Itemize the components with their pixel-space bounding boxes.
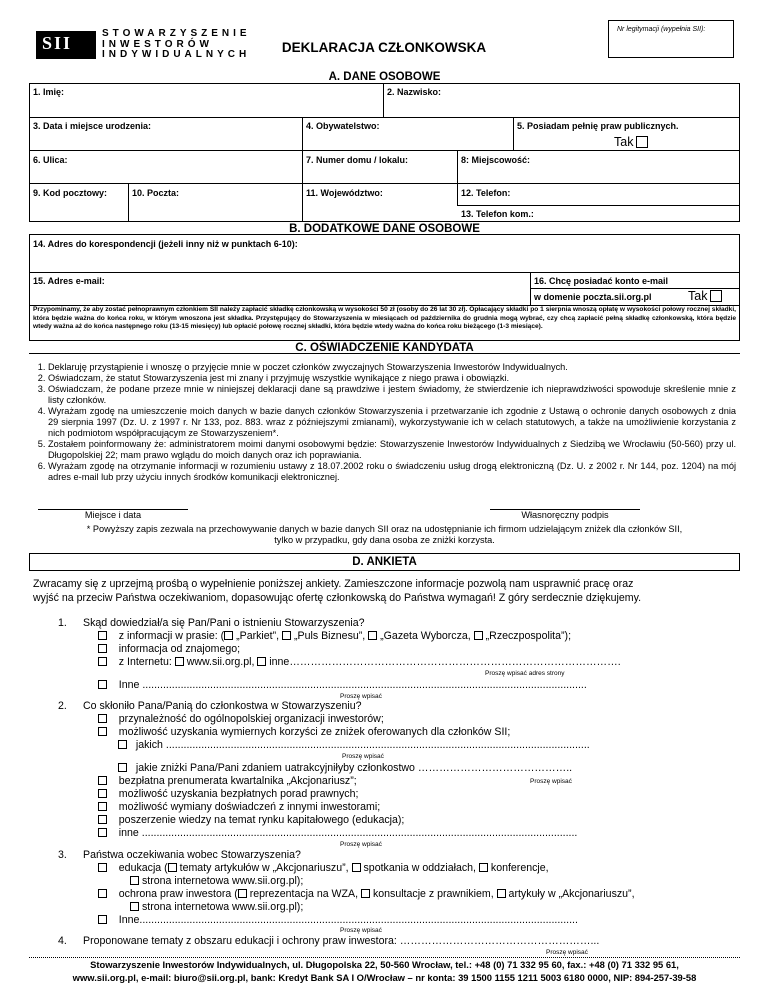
checkbox-icon[interactable] [368,631,377,640]
org-name-line: INWESTORÓW [102,38,213,50]
email-account-label: 16. Chcę posiadać konto e-mail [534,276,669,286]
option-label: inne…………………………………………………………………………………. [269,656,621,668]
checkbox-icon[interactable] [98,727,107,736]
checkbox-icon[interactable] [98,815,107,824]
option-label: jakich ................................................................................................................................................ [135,739,590,751]
checkbox-icon[interactable] [224,631,233,640]
divider [302,150,303,183]
last-name-field[interactable]: 2. Nazwisko: [387,87,442,97]
divider [302,183,303,221]
footer [29,959,740,984]
q2-option[interactable] [98,775,357,789]
q1-press[interactable] [98,630,571,644]
question-1-number: 1. [58,617,67,629]
option-label: możliwość wymiany doświadczeń z innymi inwestorami; [118,801,381,813]
option-label: możliwość uzyskania wymiernych korzyści ze zniżek oferowanych dla członków SII; [118,726,511,738]
option-label: „Puls Biznesu”, [294,630,366,642]
question-1: Skąd dowiedział/a się Pan/Pani o istnieniu Stowarzyszenia? [83,617,365,629]
checkbox-icon[interactable] [130,902,139,911]
membership-number-label: Nr legitymacji (wypełnia SII): [617,26,706,33]
checkbox-icon[interactable] [175,657,184,666]
option-label: edukacja ( [118,862,168,874]
section-b-title: B. DODATKOWE DANE OSOBOWE [29,221,740,235]
section-a-title: A. DANE OSOBOWE [29,70,740,84]
survey-intro [33,578,738,605]
hint: Proszę wpisać adres strony [485,670,565,677]
checkbox-icon[interactable] [118,740,127,749]
checkbox-icon[interactable] [98,631,107,640]
divider [128,183,129,221]
declaration-item: 4. Wyrażam zgodę na umieszczenie moich danych w bazie danych członków Stowarzyszenia i przetwarzanie ich zgodnie z Ustawą o ochronie danych osobowych z dnia 29 sierpnia 1997 (Dz. U. z 1997 r. Nr 133, poz. 883. wraz z późniejszymi zmianami), wykorzystywanie ich w celach statutowych, a także na umożliwienie korzystania z nich podmiotom współpracującym ze Stowarzyszeniem*. [48,406,736,439]
q1-friend[interactable] [98,643,240,657]
question-2: Co skłoniło Pana/Panią do członkostwa w Stowarzyszeniu? [83,700,362,712]
public-rights-label: 5. Posiadam pełnię praw publicznych. [517,121,679,131]
option-label: z Internetu: [118,656,172,668]
option-label: strona internetowa www.sii.org.pl); [141,875,304,887]
option-label: inne .................................................................................................................................................... [118,827,578,839]
q2-option[interactable] [98,801,380,815]
option-label: „Parkiet”, [236,630,280,642]
hint: Proszę wpisać [340,693,382,700]
checkbox-icon[interactable] [98,680,107,689]
option-label: Inne ....................................................................................................................................................... [118,679,587,691]
footer-line: Stowarzyszenie Inwestorów Indywidualnych, ul. Długopolska 22, 50-560 Wrocław, tel.: +48 (0) 71 332 95 60, fax.: +48 (0) 71 332 95 61, [90,959,679,970]
divider [29,272,740,273]
first-name-field[interactable]: 1. Imię: [33,87,65,97]
q2-option[interactable] [98,726,510,740]
checkbox-icon[interactable] [98,915,107,924]
hint: Proszę wpisać [340,927,382,934]
street-field[interactable]: 6. Ulica: [33,155,68,165]
page-title: DEKLARACJA CZŁONKOWSKA [281,40,487,55]
question-4-number: 4. [58,935,67,947]
mobile-phone-field[interactable]: 13. Telefon kom.: [461,209,534,219]
option-label: „Gazeta Wyborcza, [380,630,471,642]
q2-option[interactable] [98,788,358,802]
hint: Proszę wpisać [342,753,384,760]
divider [457,150,458,205]
q2-option[interactable] [98,713,384,727]
email-field[interactable]: 15. Adres e-mail: [33,276,105,286]
section-d-title: D. ANKIETA [29,553,740,571]
checkbox-icon[interactable] [98,863,107,872]
checkbox-icon[interactable] [257,657,266,666]
option-label: możliwość uzyskania bezpłatnych porad prawnych; [118,788,359,800]
option-label: informacja od znajomego; [118,643,241,655]
q3-protection-web[interactable] [130,901,303,915]
divider [513,117,514,150]
option-label: jakie zniżki Pana/Pani zdaniem uatrakcyjniłyby członkostwo …………………………………….. [135,762,573,774]
option-label: z informacji w prasie: ( [118,630,225,642]
declaration-item: 5. Zostałem poinformowany że: administratorem moimi danymi osobowymi będzie: Stowarzyszenie Inwestorów Indywidualnych z Siedzibą we Wrocławiu (50-560) przy ul. Długopolskiej 22; mam prawo wglądu do moich danych oraz ich poprawiania. [48,439,736,461]
checkbox-icon[interactable] [361,889,370,898]
hint: Proszę wpisać [546,949,588,956]
city-field[interactable]: 8: Miejscowość: [461,155,531,165]
q2-option[interactable] [98,814,404,828]
q2-which[interactable] [118,739,590,753]
checkbox-icon[interactable] [282,631,291,640]
birth-date-place-field[interactable]: 3. Data i miejsce urodzenia: [33,121,152,131]
q3-other[interactable] [98,914,578,928]
checkbox-icon[interactable] [98,657,107,666]
q1-internet[interactable] [98,656,621,670]
hint: Proszę wpisać [340,841,382,848]
checkbox-icon[interactable] [98,644,107,653]
place-date-label: Miejsce i data [84,510,142,520]
checkbox-icon[interactable] [98,889,107,898]
option-label: przynależność do ogólnopolskiej organizacji inwestorów; [118,713,384,725]
option-label: „Rzeczpospolita”); [485,630,572,642]
q3-education-web[interactable] [130,875,303,889]
option-label: tematy artykułów w „Akcjonariuszu”, [179,862,349,874]
divider [383,84,384,117]
footnote-line: * Powyższy zapis zezwala na przechowywanie danych w bazie danych SII oraz na udostępnianie ich firmom udzielającym zniżek dla członków SII, [86,524,683,534]
signature-label: Własnoręczny podpis [521,510,609,520]
checkbox-icon[interactable] [98,828,107,837]
divider [29,150,740,151]
footnote-line: tylko w przypadku, gdy dana osoba ze zniżki korzysta. [274,535,495,545]
option-label: spotkania w oddziałach, [363,862,476,874]
consent-footnote [29,524,740,546]
checkbox-icon[interactable] [497,889,506,898]
correspondence-address-field[interactable]: 14. Adres do korespondencji (jeżeli inny niż w punktach 6-10): [33,239,298,249]
intro-line: wyjść na przeciw Państwa oczekiwaniom, dopasowując ofertę członkowską do Państwa wymagań! Z góry serdecznie dziękujemy. [33,591,642,604]
membership-number-box[interactable] [608,20,734,58]
logo-mark-text: SII [42,33,73,53]
checkbox-icon[interactable] [479,863,488,872]
checkbox-icon[interactable] [710,290,722,302]
email-account-yes[interactable] [688,289,722,303]
q1-other[interactable] [98,679,587,693]
section-c-title: C. OŚWIADCZENIE KANDYDATA [29,340,740,354]
checkbox-icon[interactable] [98,789,107,798]
option-label: konferencje, [490,862,549,874]
option-label: ochrona praw inwestora ( [118,888,238,900]
phone-field[interactable]: 12. Telefon: [461,188,511,198]
checkbox-icon[interactable] [130,876,139,885]
option-label: strona internetowa www.sii.org.pl); [141,901,304,913]
hint: Proszę wpisać [530,778,572,785]
fee-notice: Przypominamy, że aby zostać pełnoprawnym członkiem SII należy zapłacić składkę członkowską w wysokości 50 zł (osoby do 26 lat 30 zł). Opłacający składki po 1 sierpnia wnoszą opłatę w wysokości połowy rocznej składki, która będzie ważna do końca roku, w którym wnoszona jest składka. Przystępujący do Stowarzyszenia w miesiącach od października do grudnia mogą wybrać, czy chcą zapłacić pełną składkę członkowską, która będzie wtedy ważna aż do końca następnego roku (13-15 miesięcy) lub opłacić połowę rocznej składki, która będzie wtedy ważna do końca roku bieżącego (1-3 miesiące). [33,306,736,330]
option-label: poszerzenie wiedzy na temat rynku kapitałowego (edukacja); [118,814,405,826]
yes-label: Tak [688,289,708,303]
divider [29,117,740,118]
option-label: konsultacje z prawnikiem, [372,888,494,900]
question-3: Państwa oczekiwania wobec Stowarzyszenia? [83,849,301,861]
checkbox-icon[interactable] [636,136,648,148]
q2-discounts[interactable] [118,762,572,776]
divider [457,205,740,206]
checkbox-icon[interactable] [352,863,361,872]
email-domain-label: w domenie poczta.sii.org.pl [534,292,652,302]
checkbox-icon[interactable] [238,889,247,898]
divider [29,183,740,184]
footer-divider [29,957,740,958]
option-label: reprezentacja na WZA, [249,888,359,900]
public-rights-yes[interactable] [614,135,648,149]
house-number-field[interactable]: 7. Numer domu / lokalu: [306,155,409,165]
post-office-field[interactable]: 10. Poczta: [132,188,180,198]
checkbox-icon[interactable] [118,763,127,772]
org-name-line: INDYWIDUALNYCH [102,49,251,60]
option-label: www.sii.org.pl, [186,656,255,668]
q2-other[interactable] [98,827,577,841]
declaration-item: 6. Wyrażam zgodę na otrzymanie informacji w rozumieniu ustawy z 18.07.2002 roku o świadczeniu usług drogą elektroniczną (Dz. U. z 2002 r. Nr 144, poz. 1204) na mój adres e-mail lub przy użyciu innych środków komunikacji elektronicznej. [48,461,736,483]
option-label: bezpłatna prenumerata kwartalnika „Akcjonariusz”; [118,775,357,787]
footer-line: www.sii.org.pl, e-mail: biuro@sii.org.pl, bank: Kredyt Bank SA I O/Wrocław – nr konta: 39 1500 1155 1211 5003 6180 0000, NIP: 894-257-39-58 [72,971,697,983]
declaration-item: 1. Deklaruję przystąpienie i wnoszę o przyjęcie mnie w poczet członków zwyczajnych Stowarzyszenia Inwestorów Indywidualnych. [48,362,736,373]
checkbox-icon[interactable] [474,631,483,640]
divider [302,117,303,150]
citizenship-field[interactable]: 4. Obywatelstwo: [306,121,380,131]
voivodeship-field[interactable]: 11. Województwo: [306,188,383,198]
postal-code-field[interactable]: 9. Kod pocztowy: [33,188,107,198]
intro-line: Zwracamy się z uprzejmą prośbą o wypełnienie poniższej ankiety. Zamieszczone informacje pozwolą nam usprawnić pracę oraz [33,578,634,590]
question-3-number: 3. [58,849,67,861]
q3-protection[interactable] [98,888,635,902]
option-label: Inne..................................................................................................................................................... [118,914,578,926]
yes-label: Tak [614,135,634,149]
checkbox-icon[interactable] [98,714,107,723]
checkbox-icon[interactable] [98,802,107,811]
question-4[interactable]: Proponowane tematy z obszaru edukacji i ochrony praw inwestora: ………………………………………………... [83,935,600,947]
declaration-item: 3. Oświadczam, że podane przeze mnie w niniejszej deklaracji dane są prawdziwe i jestem świadomy, że stwierdzenie ich nieprawdziwości spowoduje skreślenie mnie z listy członków. [48,384,736,406]
q3-education[interactable] [98,862,549,876]
declaration-list [34,362,736,483]
org-name-line: STOWARZYSZENIE [102,28,251,39]
option-label: artykuły w „Akcjonariuszu”, [508,888,635,900]
checkbox-icon[interactable] [168,863,177,872]
checkbox-icon[interactable] [98,776,107,785]
declaration-item: 2. Oświadczam, że statut Stowarzyszenia jest mi znany i przyjmuję wszystkie wynikające z niego prawa i obowiązki. [48,373,736,384]
question-2-number: 2. [58,700,67,712]
